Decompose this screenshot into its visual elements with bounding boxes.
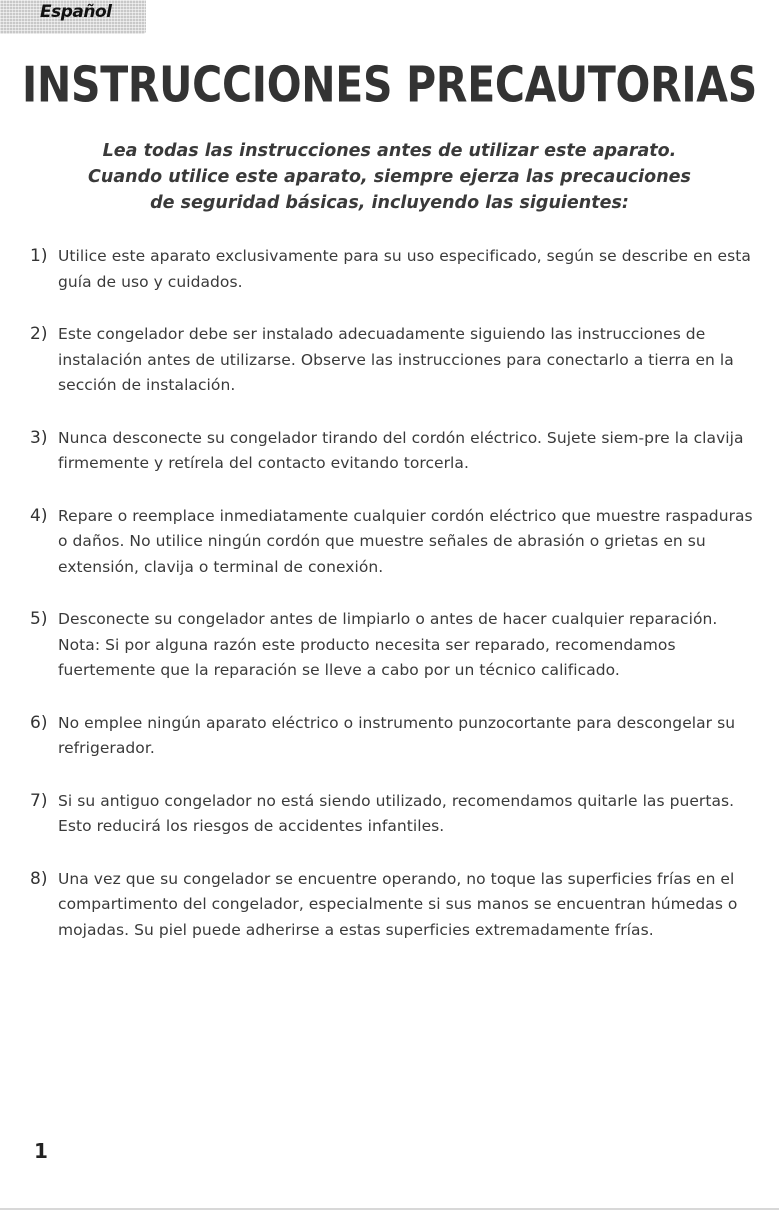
item-number: 4) — [30, 505, 48, 526]
item-number: 7) — [30, 790, 48, 811]
item-text: Utilice este aparato exclusivamente para su uso especificado, según se describe en esta guía de uso y cuidados. — [58, 247, 751, 291]
intro-line: Lea todas las instrucciones antes de utilizar este aparato. — [102, 141, 677, 161]
item-text: Repare o reemplace inmediatamente cualquier cordón eléctrico que muestre raspaduras o daños. No utilice ningún cordón que muestre señales de abrasión o grietas en su extensión, clavija o terminal de conexión. — [58, 506, 753, 576]
item-number: 1) — [30, 246, 48, 266]
precaution-item — [30, 504, 755, 581]
item-text: Una vez que su congelador se encuentre operando, no toque las superficies frías en el compartimento del congelador, especialmente si sus manos se encuentran húmedas o mojadas. Su piel puede adherirse a estas superficies extremadamente frías. — [58, 869, 738, 939]
item-text: No emplee ningún aparato eléctrico o instrumento punzocortante para descongelar su refrigerador. — [58, 713, 736, 757]
item-number: 3) — [30, 427, 48, 448]
item-text: Este congelador debe ser instalado adecuadamente siguiendo las instrucciones de instalación antes de utilizarse. Observe las instrucciones para conectarlo a tierra en la sección de instalación. — [58, 325, 734, 394]
item-number: 2) — [30, 324, 48, 344]
item-text: Nunca desconecte su congelador tirando del cordón eléctrico. Sujete siem-pre la clavija firmemente y retírela del contacto evitando torcerla. — [58, 428, 744, 472]
precautions-list — [30, 244, 755, 970]
item-number: 5) — [30, 609, 48, 629]
language-tab — [0, 0, 146, 34]
item-number: 6) — [30, 712, 48, 733]
bottom-divider — [0, 1208, 779, 1210]
precaution-item — [30, 867, 755, 944]
precaution-item — [30, 711, 755, 762]
intro-statement — [0, 138, 779, 216]
precaution-item — [30, 426, 755, 477]
page-title: INSTRUCCIONES PRECAUTORIAS — [22, 56, 757, 114]
item-number: 8) — [30, 868, 48, 889]
language-label: Español — [40, 2, 112, 22]
intro-line: de seguridad básicas, incluyendo las siguientes: — [150, 193, 629, 213]
intro-line: Cuando utilice este aparato, siempre ejerza las precauciones — [88, 167, 691, 187]
item-text: Desconecte su congelador antes de limpiarlo o antes de hacer cualquier reparación. Nota: Si por alguna razón este producto necesita ser reparado, recomendamos fuertemente que la reparación se lleve a cabo por un técnico calificado. — [58, 610, 718, 679]
precaution-item — [30, 607, 755, 684]
precaution-item — [30, 322, 755, 399]
item-text: Si su antiguo congelador no está siendo utilizado, recomendamos quitarle las puertas. Esto reducirá los riesgos de accidentes infantiles. — [58, 791, 735, 835]
precaution-item — [30, 244, 755, 295]
precaution-item — [30, 789, 755, 840]
page-number: 1 — [34, 1139, 48, 1163]
